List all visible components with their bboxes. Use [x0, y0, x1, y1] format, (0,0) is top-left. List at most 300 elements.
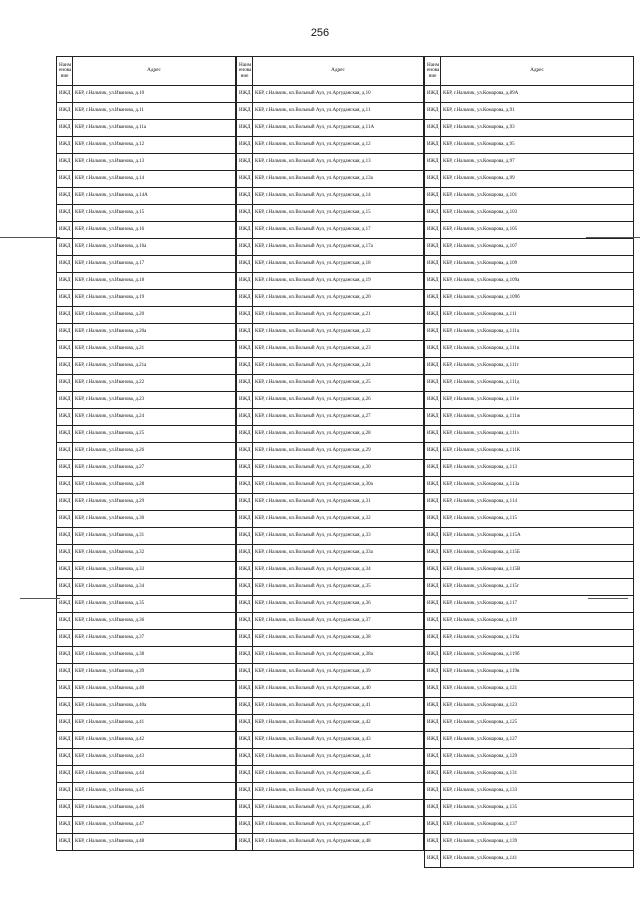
table-row [425, 817, 634, 834]
cell-address: КБР, г.Нальчик, кп.Вольный Аул, ул.Аргуданская, д.36 [253, 596, 424, 613]
cell-address: КБР, г.Нальчик, ул.Комарова, д.139 [441, 834, 634, 851]
table-row [425, 290, 634, 307]
table-row [57, 290, 236, 307]
cell-address: КБР, г.Нальчик, ул.Иванова, д.37 [73, 630, 236, 647]
cell-type: ИЖД [425, 681, 441, 698]
table-row [237, 579, 424, 596]
table-row [237, 715, 424, 732]
cell-type: ИЖД [237, 86, 253, 103]
table-row [425, 86, 634, 103]
cell-type: ИЖД [425, 494, 441, 511]
cell-type: ИЖД [425, 562, 441, 579]
table-row [237, 596, 424, 613]
cell-address: КБР, г.Нальчик, кп.Вольный Аул, ул.Аргуданская, д.30а [253, 477, 424, 494]
table-row [237, 137, 424, 154]
table-row [237, 460, 424, 477]
cell-address: КБР, г.Нальчик, кп.Вольный Аул, ул.Аргуданская, д.21 [253, 307, 424, 324]
cell-type: ИЖД [237, 834, 253, 851]
table-row [237, 630, 424, 647]
cell-type: ИЖД [57, 375, 73, 392]
table-row [425, 222, 634, 239]
cell-type: ИЖД [425, 783, 441, 800]
table-row [237, 120, 424, 137]
cell-address: КБР, г.Нальчик, кп.Вольный Аул, ул.Аргуданская, д.35 [253, 579, 424, 596]
cell-type: ИЖД [57, 613, 73, 630]
cell-type: ИЖД [57, 715, 73, 732]
cell-type: ИЖД [237, 800, 253, 817]
table-row [237, 494, 424, 511]
cell-address: КБР, г.Нальчик, ул.Иванова, д.16а [73, 239, 236, 256]
cell-type: ИЖД [237, 188, 253, 205]
cell-type: ИЖД [57, 783, 73, 800]
table-row [57, 120, 236, 137]
cell-address: КБР, г.Нальчик, кп.Вольный Аул, ул.Аргуданская, д.10 [253, 86, 424, 103]
header-type: Наим енова ние [237, 57, 253, 86]
table-row [425, 341, 634, 358]
table-row [57, 834, 236, 851]
cell-type: ИЖД [57, 579, 73, 596]
table-row [57, 222, 236, 239]
cell-address: КБР, г.Нальчик, кп.Вольный Аул, ул.Аргуданская, д.26 [253, 392, 424, 409]
cell-address: КБР, г.Нальчик, ул.Иванова, д.40 [73, 681, 236, 698]
table-row [425, 528, 634, 545]
cell-address: КБР, г.Нальчик, ул.Иванова, д.47 [73, 817, 236, 834]
cell-type: ИЖД [57, 137, 73, 154]
cell-address: КБР, г.Нальчик, ул.Комарова, д.114 [441, 494, 634, 511]
table-row [237, 341, 424, 358]
cell-type: ИЖД [237, 817, 253, 834]
table-row [57, 137, 236, 154]
cell-type: ИЖД [237, 460, 253, 477]
cell-type: ИЖД [57, 681, 73, 698]
cell-address: КБР, г.Нальчик, кп.Вольный Аул, ул.Аргуданская, д.27 [253, 409, 424, 426]
table-row [57, 205, 236, 222]
cell-address: КБР, г.Нальчик, кп.Вольный Аул, ул.Аргуданская, д.25 [253, 375, 424, 392]
cell-address: КБР, г.Нальчик, кп.Вольный Аул, ул.Аргуданская, д.45а [253, 783, 424, 800]
cell-type: ИЖД [57, 392, 73, 409]
cell-address: КБР, г.Нальчик, ул.Комарова, д.119 [441, 613, 634, 630]
table-row [57, 103, 236, 120]
cell-type: ИЖД [425, 698, 441, 715]
cell-address: КБР, г.Нальчик, кп.Вольный Аул, ул.Аргуданская, д.33а [253, 545, 424, 562]
cell-address: КБР, г.Нальчик, ул.Иванова, д.31 [73, 528, 236, 545]
table-row [237, 800, 424, 817]
table-row [425, 443, 634, 460]
cell-type: ИЖД [237, 562, 253, 579]
cell-address: КБР, г.Нальчик, ул.Иванова, д.34 [73, 579, 236, 596]
table-row [425, 358, 634, 375]
table-row [237, 443, 424, 460]
cell-address: КБР, г.Нальчик, кп.Вольный Аул, ул.Аргуданская, д.40 [253, 681, 424, 698]
cell-type: ИЖД [237, 290, 253, 307]
table-row [57, 154, 236, 171]
cell-type: ИЖД [237, 511, 253, 528]
cell-address: КБР, г.Нальчик, кп.Вольный Аул, ул.Аргуданская, д.28 [253, 426, 424, 443]
cell-address: КБР, г.Нальчик, ул.Иванова, д.14А [73, 188, 236, 205]
table-row [425, 562, 634, 579]
cell-address: КБР, г.Нальчик, кп.Вольный Аул, ул.Аргуданская, д.41 [253, 698, 424, 715]
cell-address: КБР, г.Нальчик, ул.Комарова, д.109 [441, 256, 634, 273]
table-row [57, 630, 236, 647]
cell-type: ИЖД [57, 545, 73, 562]
table-row [237, 562, 424, 579]
table-row [425, 409, 634, 426]
cell-type: ИЖД [237, 154, 253, 171]
cell-type: ИЖД [425, 800, 441, 817]
cell-type: ИЖД [237, 171, 253, 188]
cell-type: ИЖД [425, 426, 441, 443]
cell-type: ИЖД [57, 188, 73, 205]
cell-type: ИЖД [425, 851, 441, 868]
cell-address: КБР, г.Нальчик, ул.Комарова, д.111г [441, 358, 634, 375]
cell-address: КБР, г.Нальчик, кп.Вольный Аул, ул.Аргуданская, д.38 [253, 630, 424, 647]
cell-type: ИЖД [237, 324, 253, 341]
cell-type: ИЖД [237, 766, 253, 783]
cell-type: ИЖД [425, 86, 441, 103]
table-row [57, 273, 236, 290]
cell-type: ИЖД [425, 511, 441, 528]
table-row [237, 511, 424, 528]
table-row [237, 171, 424, 188]
table-row [425, 749, 634, 766]
cell-type: ИЖД [237, 783, 253, 800]
cell-address: КБР, г.Нальчик, ул.Иванова, д.41 [73, 715, 236, 732]
table-row [425, 392, 634, 409]
cell-address: КБР, г.Нальчик, кп.Вольный Аул, ул.Аргуданская, д.24 [253, 358, 424, 375]
cell-address: КБР, г.Нальчик, ул.Комарова, д.129 [441, 749, 634, 766]
table-row [237, 222, 424, 239]
cell-type: ИЖД [237, 103, 253, 120]
cell-address: КБР, г.Нальчик, ул.Иванова, д.17 [73, 256, 236, 273]
cell-address: КБР, г.Нальчик, ул.Комарова, д.93 [441, 120, 634, 137]
cell-type: ИЖД [237, 273, 253, 290]
cell-address: КБР, г.Нальчик, кп.Вольный Аул, ул.Аргуданская, д.15 [253, 205, 424, 222]
table-row [57, 392, 236, 409]
cell-type: ИЖД [57, 341, 73, 358]
cell-address: КБР, г.Нальчик, ул.Иванова, д.30 [73, 511, 236, 528]
cell-type: ИЖД [57, 256, 73, 273]
header-address: Адрес [73, 57, 236, 86]
cell-type: ИЖД [237, 120, 253, 137]
table-row [237, 324, 424, 341]
cell-address: КБР, г.Нальчик, ул.Комарова, д.111К [441, 443, 634, 460]
cell-type: ИЖД [425, 205, 441, 222]
cell-address: КБР, г.Нальчик, ул.Иванова, д.16 [73, 222, 236, 239]
address-column-1 [56, 56, 236, 851]
table-row [425, 205, 634, 222]
table-row [57, 698, 236, 715]
cell-type: ИЖД [237, 341, 253, 358]
cell-address: КБР, г.Нальчик, ул.Иванова, д.13 [73, 154, 236, 171]
cell-type: ИЖД [425, 154, 441, 171]
cell-address: КБР, г.Нальчик, ул.Иванова, д.18 [73, 273, 236, 290]
cell-type: ИЖД [237, 205, 253, 222]
cell-address: КБР, г.Нальчик, ул.Иванова, д.42 [73, 732, 236, 749]
table-row [425, 766, 634, 783]
cell-type: ИЖД [57, 205, 73, 222]
cell-address: КБР, г.Нальчик, ул.Иванова, д.24 [73, 409, 236, 426]
cell-address: КБР, г.Нальчик, кп.Вольный Аул, ул.Аргуданская, д.17 [253, 222, 424, 239]
cell-address: КБР, г.Нальчик, ул.Комарова, д.99 [441, 171, 634, 188]
cell-type: ИЖД [57, 800, 73, 817]
cell-type: ИЖД [425, 307, 441, 324]
table-row [425, 834, 634, 851]
table-row [57, 239, 236, 256]
cell-type: ИЖД [425, 341, 441, 358]
cell-type: ИЖД [237, 239, 253, 256]
cell-type: ИЖД [237, 256, 253, 273]
cell-address: КБР, г.Нальчик, ул.Иванова, д.43 [73, 749, 236, 766]
header-row [57, 57, 236, 86]
table-row [57, 86, 236, 103]
table-row [57, 562, 236, 579]
table-row [57, 783, 236, 800]
scan-artifact-line [0, 237, 60, 238]
table-row [425, 545, 634, 562]
table-row [57, 596, 236, 613]
table-row [57, 732, 236, 749]
cell-type: ИЖД [425, 324, 441, 341]
cell-type: ИЖД [425, 613, 441, 630]
cell-type: ИЖД [57, 732, 73, 749]
cell-address: КБР, г.Нальчик, ул.Комарова, д.111 [441, 307, 634, 324]
cell-type: ИЖД [237, 698, 253, 715]
table-row [425, 137, 634, 154]
cell-type: ИЖД [425, 630, 441, 647]
table-row [425, 732, 634, 749]
cell-type: ИЖД [237, 545, 253, 562]
cell-type: ИЖД [237, 375, 253, 392]
cell-type: ИЖД [425, 358, 441, 375]
cell-address: КБР, г.Нальчик, ул.Иванова, д.19 [73, 290, 236, 307]
cell-type: ИЖД [425, 239, 441, 256]
table-row [237, 188, 424, 205]
table-row [57, 426, 236, 443]
table-row [425, 647, 634, 664]
table-row [237, 545, 424, 562]
cell-type: ИЖД [237, 596, 253, 613]
cell-type: ИЖД [57, 562, 73, 579]
cell-address: КБР, г.Нальчик, кп.Вольный Аул, ул.Аргуданская, д.19 [253, 273, 424, 290]
cell-type: ИЖД [237, 681, 253, 698]
table-row [57, 494, 236, 511]
cell-address: КБР, г.Нальчик, ул.Иванова, д.38 [73, 647, 236, 664]
table-row [237, 154, 424, 171]
cell-address: КБР, г.Нальчик, ул.Комарова, д.107 [441, 239, 634, 256]
cell-type: ИЖД [425, 460, 441, 477]
table-row [57, 766, 236, 783]
cell-type: ИЖД [57, 154, 73, 171]
cell-address: КБР, г.Нальчик, ул.Комарова, д.115Б [441, 545, 634, 562]
header-address: Адрес [253, 57, 424, 86]
cell-type: ИЖД [425, 137, 441, 154]
cell-type: ИЖД [57, 664, 73, 681]
table-row [57, 324, 236, 341]
cell-address: КБР, г.Нальчик, ул.Иванова, д.39 [73, 664, 236, 681]
cell-address: КБР, г.Нальчик, ул.Комарова, д.111ж [441, 409, 634, 426]
header-row [237, 57, 424, 86]
cell-address: КБР, г.Нальчик, кп.Вольный Аул, ул.Аргуданская, д.45 [253, 766, 424, 783]
cell-type: ИЖД [237, 443, 253, 460]
table-row [425, 426, 634, 443]
cell-type: ИЖД [57, 596, 73, 613]
cell-type: ИЖД [425, 749, 441, 766]
cell-type: ИЖД [57, 698, 73, 715]
cell-type: ИЖД [57, 647, 73, 664]
cell-type: ИЖД [425, 834, 441, 851]
cell-address: КБР, г.Нальчик, ул.Иванова, д.28 [73, 477, 236, 494]
table-row [237, 290, 424, 307]
cell-type: ИЖД [57, 290, 73, 307]
table-row [237, 477, 424, 494]
cell-address: КБР, г.Нальчик, ул.Комарова, д.131 [441, 766, 634, 783]
table-row [425, 171, 634, 188]
cell-address: КБР, г.Нальчик, ул.Иванова, д.10 [73, 86, 236, 103]
cell-address: КБР, г.Нальчик, ул.Иванова, д.23 [73, 392, 236, 409]
cell-address: КБР, г.Нальчик, ул.Комарова, д.101 [441, 188, 634, 205]
cell-type: ИЖД [425, 579, 441, 596]
cell-address: КБР, г.Нальчик, ул.Комарова, д.111з [441, 426, 634, 443]
cell-type: ИЖД [425, 273, 441, 290]
table-row [57, 307, 236, 324]
table-row [57, 664, 236, 681]
cell-address: КБР, г.Нальчик, ул.Комарова, д.89А [441, 86, 634, 103]
table-row [425, 511, 634, 528]
cell-address: КБР, г.Нальчик, кп.Вольный Аул, ул.Аргуданская, д.30 [253, 460, 424, 477]
table-row [237, 749, 424, 766]
cell-type: ИЖД [237, 732, 253, 749]
table-row [425, 460, 634, 477]
cell-type: ИЖД [57, 477, 73, 494]
cell-address: КБР, г.Нальчик, ул.Комарова, д.133 [441, 783, 634, 800]
cell-address: КБР, г.Нальчик, ул.Иванова, д.29 [73, 494, 236, 511]
table-row [237, 86, 424, 103]
cell-type: ИЖД [57, 409, 73, 426]
cell-type: ИЖД [57, 766, 73, 783]
cell-address: КБР, г.Нальчик, кп.Вольный Аул, ул.Аргуданская, д.31 [253, 494, 424, 511]
table-row [237, 205, 424, 222]
table-row [425, 239, 634, 256]
cell-type: ИЖД [57, 817, 73, 834]
cell-address: КБР, г.Нальчик, ул.Комарова, д.115В [441, 562, 634, 579]
cell-type: ИЖД [57, 528, 73, 545]
address-column-2 [236, 56, 424, 851]
cell-type: ИЖД [425, 732, 441, 749]
cell-type: ИЖД [425, 545, 441, 562]
cell-address: КБР, г.Нальчик, ул.Иванова, д.21а [73, 358, 236, 375]
cell-type: ИЖД [425, 188, 441, 205]
cell-type: ИЖД [237, 749, 253, 766]
table-row [237, 732, 424, 749]
table-row [425, 613, 634, 630]
cell-type: ИЖД [237, 647, 253, 664]
cell-address: КБР, г.Нальчик, кп.Вольный Аул, ул.Аргуданская, д.20 [253, 290, 424, 307]
table-row [425, 715, 634, 732]
table-row [237, 766, 424, 783]
cell-address: КБР, г.Нальчик, ул.Комарова, д.137 [441, 817, 634, 834]
table-row [237, 375, 424, 392]
table-row [57, 409, 236, 426]
cell-address: КБР, г.Нальчик, ул.Комарова, д.135 [441, 800, 634, 817]
cell-address: КБР, г.Нальчик, кп.Вольный Аул, ул.Аргуданская, д.37 [253, 613, 424, 630]
table-row [237, 409, 424, 426]
table-row [237, 698, 424, 715]
cell-type: ИЖД [425, 596, 441, 613]
table-row [425, 579, 634, 596]
cell-address: КБР, г.Нальчик, кп.Вольный Аул, ул.Аргуданская, д.22 [253, 324, 424, 341]
cell-address: КБР, г.Нальчик, ул.Комарова, д.109б [441, 290, 634, 307]
table-row [57, 579, 236, 596]
cell-type: ИЖД [425, 664, 441, 681]
cell-type: ИЖД [237, 477, 253, 494]
table-row [237, 426, 424, 443]
table-row [57, 715, 236, 732]
cell-address: КБР, г.Нальчик, ул.Комарова, д.109а [441, 273, 634, 290]
cell-type: ИЖД [237, 715, 253, 732]
table-row [425, 188, 634, 205]
table-row [237, 256, 424, 273]
cell-type: ИЖД [57, 443, 73, 460]
cell-address: КБР, г.Нальчик, ул.Комарова, д.111д [441, 375, 634, 392]
cell-address: КБР, г.Нальчик, ул.Иванова, д.40а [73, 698, 236, 715]
cell-type: ИЖД [57, 494, 73, 511]
table-row [57, 511, 236, 528]
cell-address: КБР, г.Нальчик, ул.Комарова, д.113 [441, 460, 634, 477]
table-row [237, 273, 424, 290]
cell-address: КБР, г.Нальчик, ул.Иванова, д.33 [73, 562, 236, 579]
table-row [57, 188, 236, 205]
cell-address: КБР, г.Нальчик, кп.Вольный Аул, ул.Аргуданская, д.44 [253, 749, 424, 766]
header-type: Наим енова ние [57, 57, 73, 86]
cell-address: КБР, г.Нальчик, кп.Вольный Аул, ул.Аргуданская, д.13а [253, 171, 424, 188]
table-row [425, 783, 634, 800]
cell-address: КБР, г.Нальчик, кп.Вольный Аул, ул.Аргуданская, д.39 [253, 664, 424, 681]
table-row [425, 273, 634, 290]
scan-artifact-line [588, 598, 628, 599]
table-row [57, 358, 236, 375]
cell-address: КБР, г.Нальчик, ул.Иванова, д.35 [73, 596, 236, 613]
cell-address: КБР, г.Нальчик, кп.Вольный Аул, ул.Аргуданская, д.46 [253, 800, 424, 817]
cell-type: ИЖД [425, 392, 441, 409]
cell-type: ИЖД [57, 834, 73, 851]
cell-type: ИЖД [237, 307, 253, 324]
table-row [57, 749, 236, 766]
cell-type: ИЖД [425, 647, 441, 664]
cell-type: ИЖД [237, 613, 253, 630]
cell-type: ИЖД [425, 222, 441, 239]
table-row [425, 664, 634, 681]
cell-type: ИЖД [237, 222, 253, 239]
cell-address: КБР, г.Нальчик, ул.Комарова, д.119в [441, 664, 634, 681]
table-row [237, 307, 424, 324]
cell-address: КБР, г.Нальчик, ул.Иванова, д.15 [73, 205, 236, 222]
table-row [57, 800, 236, 817]
table-row [57, 528, 236, 545]
cell-address: КБР, г.Нальчик, кп.Вольный Аул, ул.Аргуданская, д.43 [253, 732, 424, 749]
cell-address: КБР, г.Нальчик, ул.Комарова, д.117 [441, 596, 634, 613]
cell-type: ИЖД [57, 171, 73, 188]
table-row [425, 256, 634, 273]
cell-type: ИЖД [237, 137, 253, 154]
cell-type: ИЖД [237, 392, 253, 409]
table-row [57, 171, 236, 188]
table-row [425, 307, 634, 324]
table-row [57, 545, 236, 562]
table-row [425, 494, 634, 511]
table-row [425, 375, 634, 392]
cell-address: КБР, г.Нальчик, ул.Иванова, д.27 [73, 460, 236, 477]
table-row [237, 664, 424, 681]
